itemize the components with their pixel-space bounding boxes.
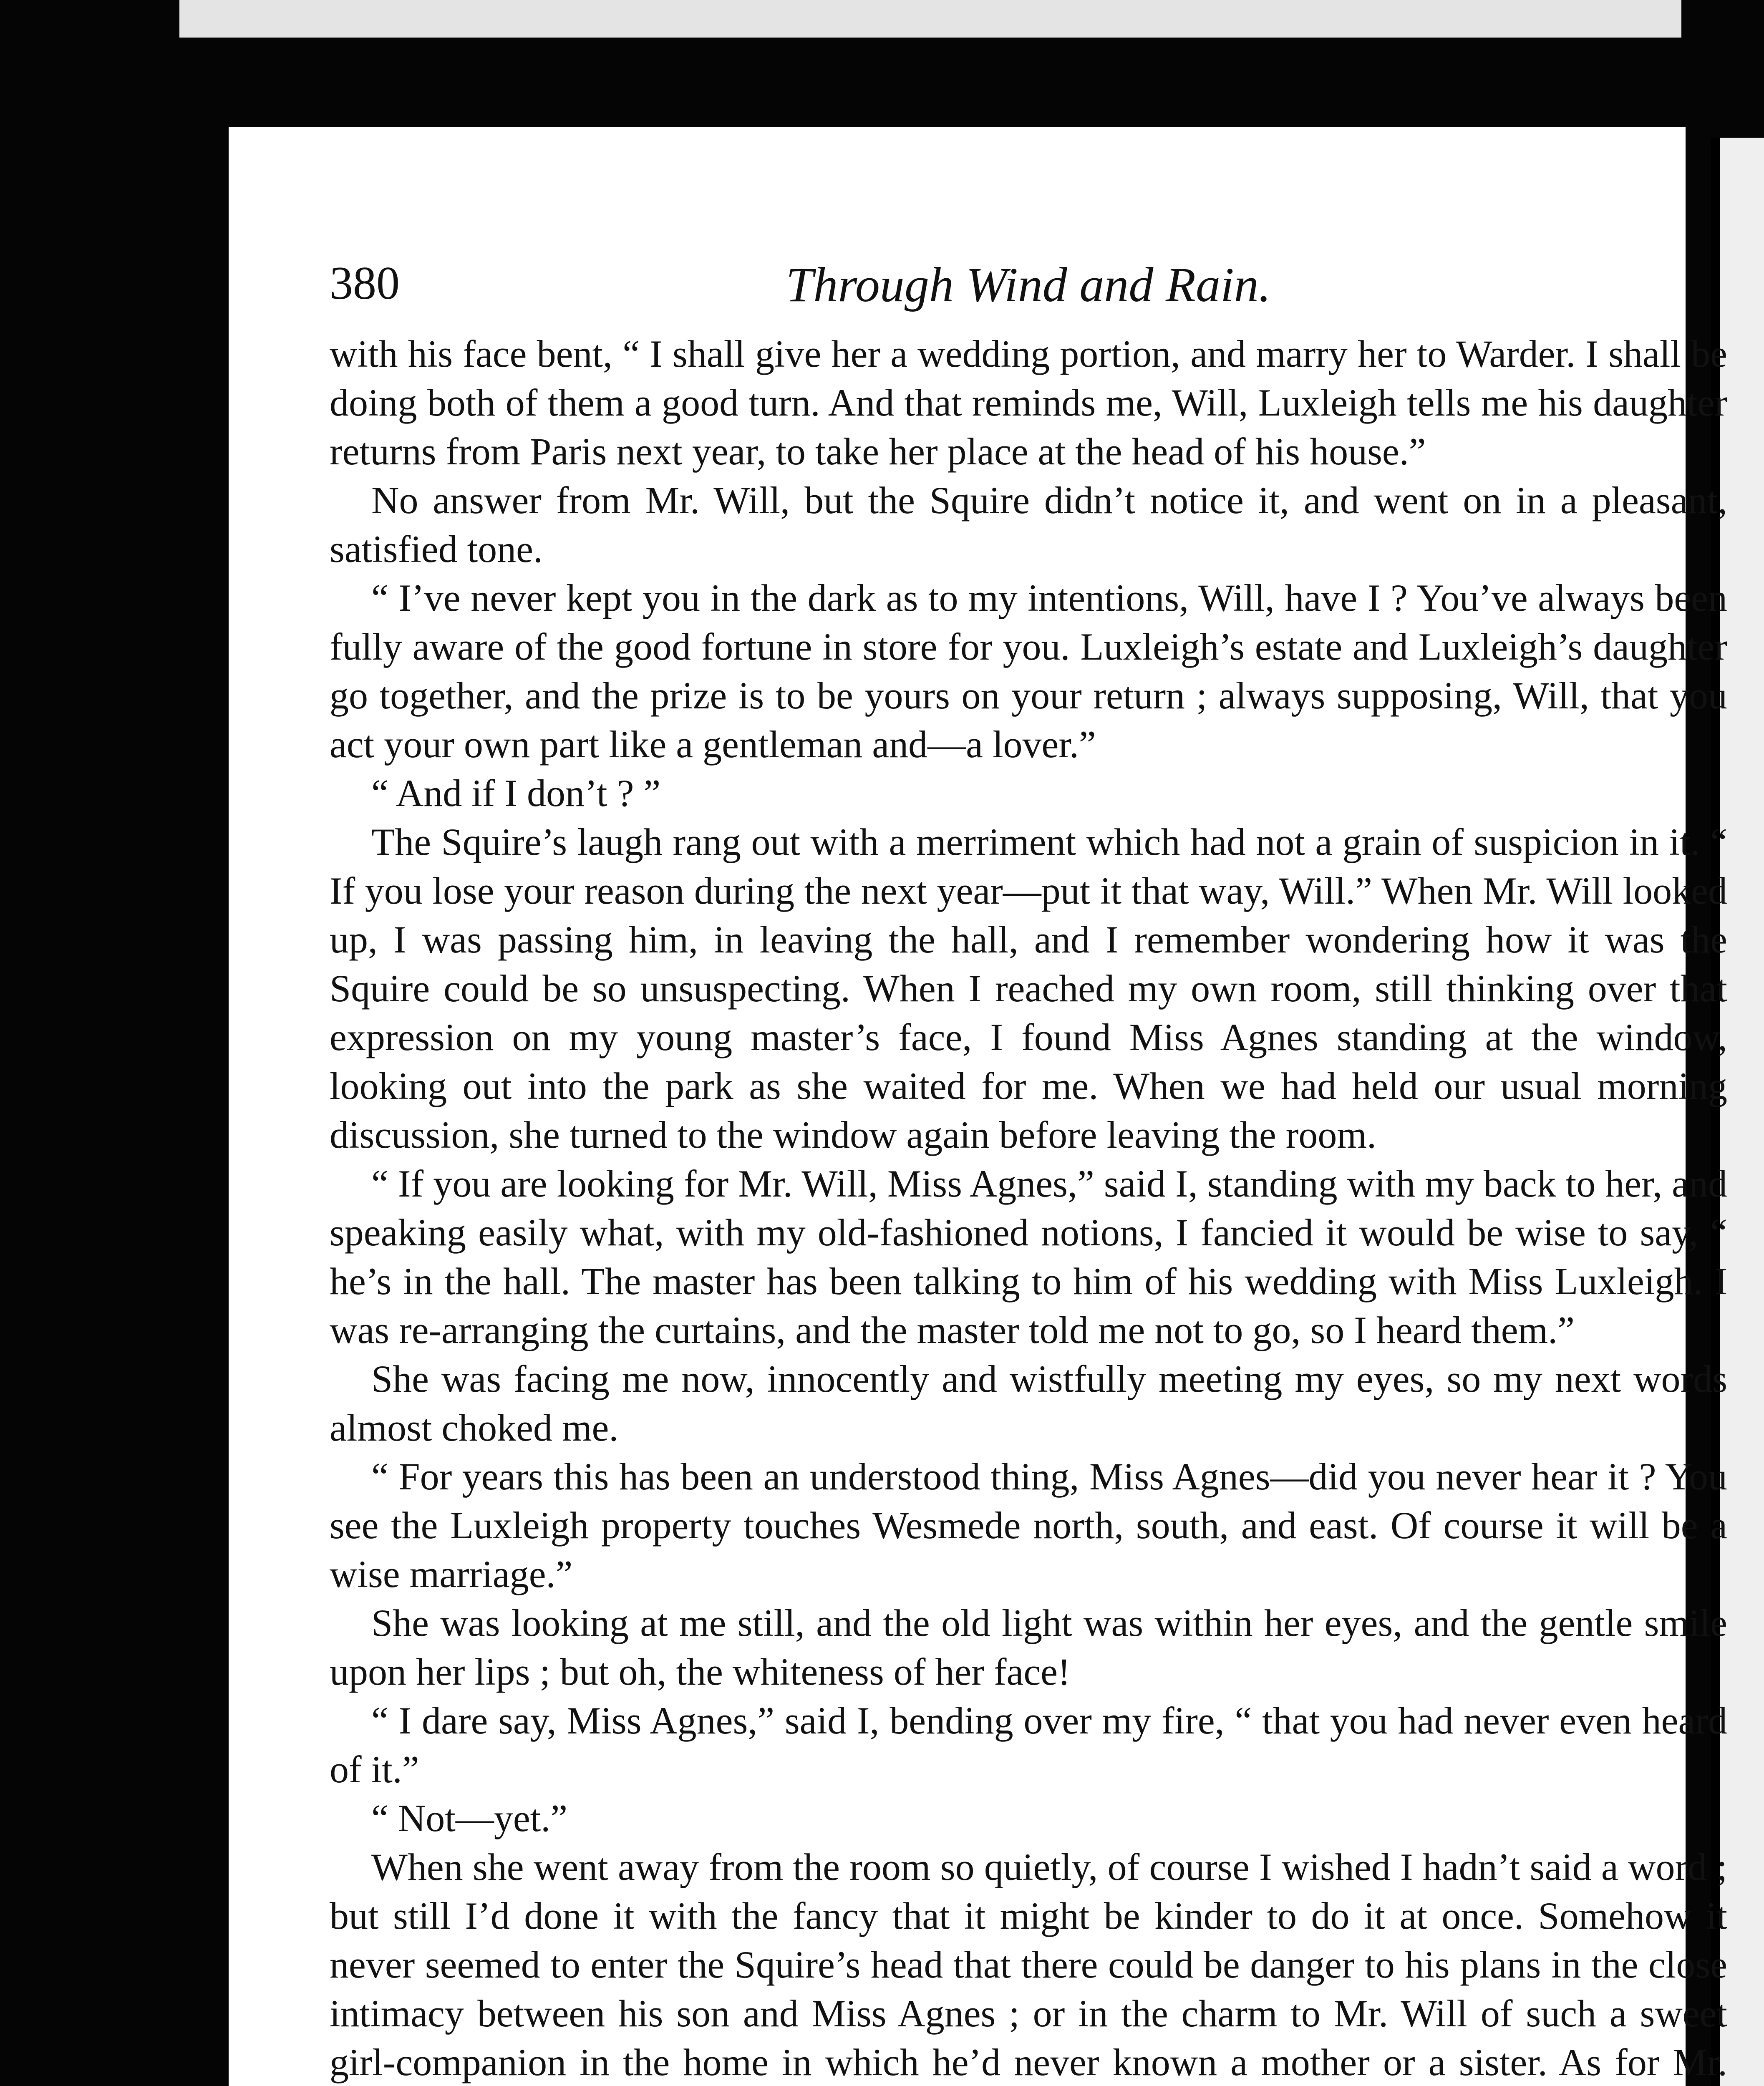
paragraph: “ For years this has been an understood thing, Miss Agnes—did you never hear it ? You see the Luxleigh property touches Wesmede north, south, and east. Of course it will be a wise marriage.” bbox=[330, 1455, 1727, 1595]
adjacent-page-top bbox=[179, 0, 1681, 38]
paragraph: “ I dare say, Miss Agnes,” said I, bending over my fire, “ that you had never even heard of it.” bbox=[330, 1699, 1727, 1791]
book-page bbox=[229, 127, 1727, 2086]
paragraph: The Squire’s laugh rang out with a merriment which had not a grain of suspicion in it. “ If you lose your reason during the next year—put it that way, Will.” When Mr. Will looked up, I was passing him, in leaving the hall, and I remember wondering how it was the Squire could be so unsuspecting. When I reached my own room, still thinking over that expression on my young master’s face, I found Miss Agnes standing at the window, looking out into the park as she waited for me. When we had held our usual morning discussion, she turned to the window again before leaving the room. bbox=[330, 821, 1727, 1156]
running-title: Through Wind and Rain. bbox=[786, 257, 1271, 312]
page-header bbox=[330, 257, 1727, 323]
paragraph: “ If you are looking for Mr. Will, Miss Agnes,” said I, standing with my back to her, and speaking easily what, with my old-fashioned notions, I fancied it would be wise to say, “ he’s in the hall. The master has been talking to him of his wedding with Miss Luxleigh. I was re-arranging the curtains, and the master told me not to go, so I heard them.” bbox=[330, 1162, 1727, 1351]
paragraph: “ And if I don’t ? ” bbox=[371, 772, 661, 814]
paragraph: She was looking at me still, and the old light was within her eyes, and the gentle smile upon her lips ; but oh, the whiteness of her face! bbox=[330, 1602, 1727, 1693]
paragraph: “ Not—yet.” bbox=[371, 1797, 568, 1839]
paragraph: She was facing me now, innocently and wistfully meeting my eyes, so my next words almost choked me. bbox=[330, 1358, 1727, 1449]
paragraph: When she went away from the room so quietly, of course I wished I hadn’t said a word ; but still I’d done it with the fancy that it might be kinder to do it at once. Somehow it never seemed to enter the Squire’s head that there could be danger to his plans in the close intimacy between his son and Miss Agnes ; or in the charm to Mr. Will of such a sweet girl-companion in the home in which he’d never known a mother or a sister. As for Mr. bbox=[330, 1846, 1727, 2083]
paragraph: No answer from Mr. Will, but the Squire didn’t notice it, and went on in a pleasant, satisfied tone. bbox=[330, 479, 1727, 570]
paragraph: “ I’ve never kept you in the dark as to my intentions, Will, have I ? You’ve always been fully aware of the good fortune in store for you. Luxleigh’s estate and Luxleigh’s daughter go together, and the prize is to be yours on your return ; always supposing, Will, that you act your own part like a gentleman and—a lover.” bbox=[330, 577, 1727, 766]
page-number: 380 bbox=[330, 257, 400, 309]
paragraph: with his face bent, “ I shall give her a wedding portion, and marry her to Warder. I shall be doing both of them a good turn. And that reminds me, Will, Luxleigh tells me his daughter returns from Paris next year, to take her place at the head of his house.” bbox=[330, 333, 1727, 473]
body-text bbox=[330, 330, 1727, 2086]
